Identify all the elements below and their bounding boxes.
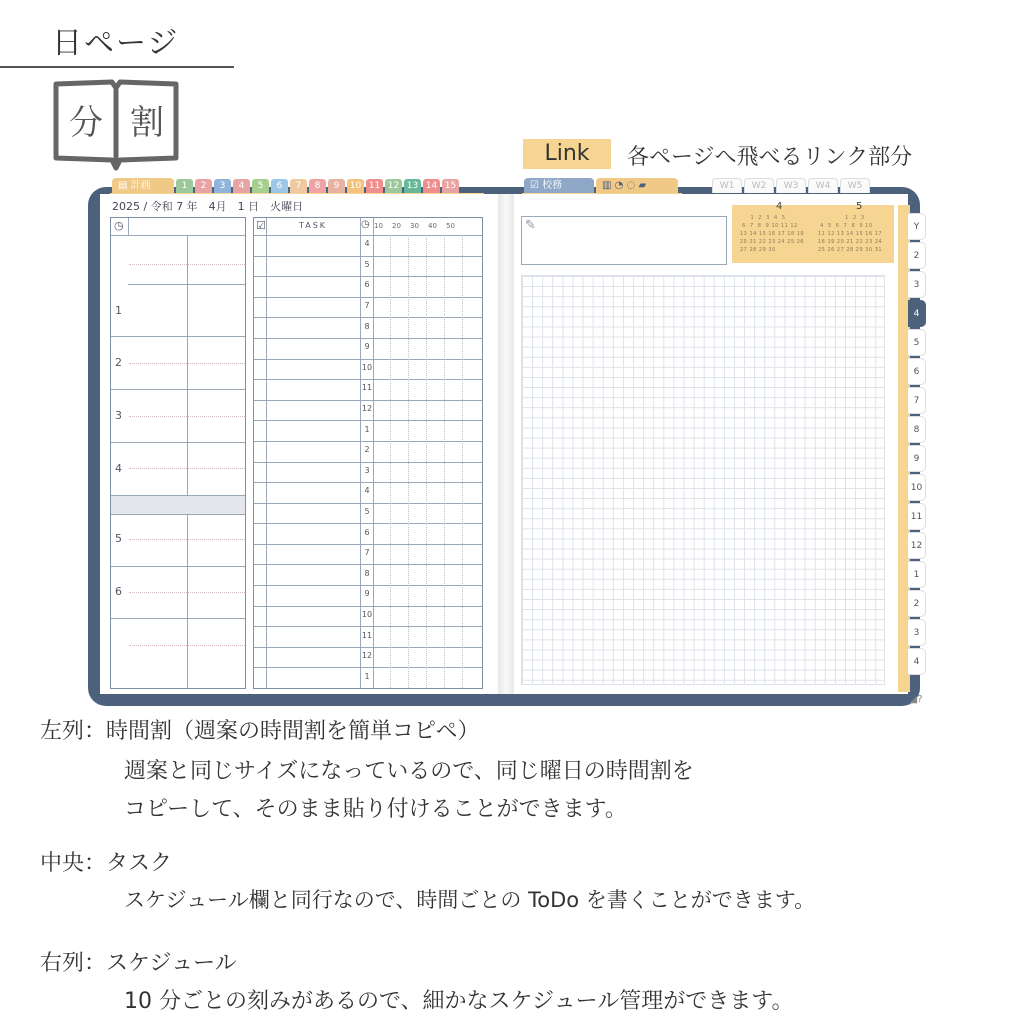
- tab-number-13[interactable]: 13: [404, 179, 421, 194]
- task-row-line: [254, 462, 482, 463]
- task-row-line: [254, 441, 482, 442]
- task-row-line: [254, 297, 482, 298]
- minute-divider: [390, 235, 391, 688]
- tab-number-1[interactable]: 1: [176, 179, 193, 194]
- link-label: Link: [523, 139, 611, 169]
- side-tab-7[interactable]: 7: [908, 387, 926, 414]
- task-row-line: [254, 647, 482, 648]
- hour-label: 1: [364, 671, 370, 681]
- schedule-clock-icon: ◷: [361, 219, 370, 230]
- mini-calendar: [732, 201, 894, 263]
- desc-left-line1: 週案と同じサイズになっているので、同じ曜日の時間割を: [124, 759, 694, 784]
- hour-label: 3: [364, 465, 370, 475]
- task-schedule-table: [253, 217, 483, 689]
- side-tab-3[interactable]: 3: [908, 271, 926, 298]
- tab-number-8[interactable]: 8: [309, 179, 326, 194]
- side-tab-9[interactable]: 9: [908, 445, 926, 472]
- hour-label: 10: [361, 609, 373, 619]
- task-checkbox-icon: ☑: [256, 219, 266, 232]
- tab-number-14[interactable]: 14: [423, 179, 440, 194]
- calendar-row: 1 2 3 4 5: [740, 215, 786, 221]
- tab-number-5[interactable]: 5: [252, 179, 269, 194]
- tab-number-11[interactable]: 11: [366, 179, 383, 194]
- task-row-line: [254, 503, 482, 504]
- badge-right-char: 割: [130, 103, 164, 143]
- side-tab-1[interactable]: Y: [908, 213, 926, 240]
- top-tabs-right: [524, 178, 678, 194]
- page-heading: 日ページ: [52, 26, 180, 61]
- note-icon: ▥: [602, 180, 612, 191]
- open-book-icon: [52, 78, 182, 178]
- side-tab-11[interactable]: 11: [908, 503, 926, 530]
- desc-left-title: 左列：時間割（週案の時間割を簡単コピペ）: [40, 719, 480, 744]
- calendar-row: 18 19 20 21 22 23 24: [818, 239, 883, 245]
- calendar-row: 1 2 3: [818, 215, 865, 221]
- minute-divider: [444, 235, 445, 688]
- hour-label: 12: [361, 651, 373, 661]
- tab-week-3[interactable]: W3: [776, 178, 806, 193]
- timer-icon: ◔: [614, 180, 624, 191]
- period-label: 5: [115, 532, 122, 545]
- link-description: 各ページへ飛べるリンク部分: [627, 145, 913, 170]
- calendar-row: 13 14 15 16 17 18 19: [740, 231, 805, 237]
- calendar-row: 20 21 22 23 24 25 26: [740, 239, 805, 245]
- hour-label: 5: [364, 506, 370, 516]
- side-tab-6[interactable]: 6: [908, 358, 926, 385]
- tab-number-12[interactable]: 12: [385, 179, 402, 194]
- minute-label: 30: [410, 222, 419, 230]
- tab-number-9[interactable]: 9: [328, 179, 345, 194]
- calendar-month-april: 4: [776, 201, 783, 212]
- clock-icon: ◷: [114, 219, 124, 232]
- side-tab-14[interactable]: 2: [908, 590, 926, 617]
- side-tab-13[interactable]: 1: [908, 561, 926, 588]
- plan-icon: ▤: [118, 180, 131, 191]
- task-row-line: [254, 400, 482, 401]
- task-row-line: [254, 276, 482, 277]
- desc-left-line2: コピーして、そのまま貼り付けることができます。: [124, 797, 627, 822]
- tab-week-5[interactable]: W5: [840, 178, 870, 193]
- task-header: TASK: [298, 221, 328, 230]
- desc-center-line1: スケジュール欄と同行なので、時間ごとの ToDo を書くことができます。: [124, 888, 816, 912]
- hour-label: 10: [361, 362, 373, 372]
- side-tab-15[interactable]: 3: [908, 619, 926, 646]
- side-tab-12[interactable]: 12: [908, 532, 926, 559]
- task-row-line: [254, 338, 482, 339]
- task-row-line: [254, 256, 482, 257]
- week-tabs: [712, 178, 870, 193]
- tab-number-3[interactable]: 3: [214, 179, 231, 194]
- tab-week-4[interactable]: W4: [808, 178, 838, 193]
- minute-label: 40: [428, 222, 437, 230]
- period-label: 1: [115, 304, 122, 317]
- graph-paper-area[interactable]: [521, 275, 885, 685]
- tab-school-duties-label: 校務: [542, 180, 563, 191]
- hour-label: 8: [364, 568, 370, 578]
- date-line: 2025 / 令和 7 年 4月 1 日 火曜日: [112, 200, 304, 213]
- side-tab-5[interactable]: 5: [908, 329, 926, 356]
- badge-left-char: 分: [69, 103, 103, 143]
- task-row-line: [254, 564, 482, 565]
- page-spine: [498, 194, 514, 694]
- minute-divider: [462, 235, 463, 688]
- tab-number-6[interactable]: 6: [271, 179, 288, 194]
- desc-right-title: 右列：スケジュール: [40, 951, 237, 976]
- hour-label: 12: [361, 404, 373, 414]
- hour-label: 9: [364, 342, 370, 352]
- lunch-band: [111, 495, 245, 515]
- tab-number-4[interactable]: 4: [233, 179, 250, 194]
- hour-label: 4: [364, 239, 370, 249]
- period-label: 4: [115, 462, 122, 475]
- hour-label: 7: [364, 548, 370, 558]
- chat-icon: ◌: [626, 180, 636, 191]
- minute-label: 20: [392, 222, 401, 230]
- calendar-row: 11 12 13 14 15 16 17: [818, 231, 883, 237]
- desc-right-line1: 10 分ごとの刻みがあるので、細かなスケジュール管理ができます。: [124, 989, 794, 1014]
- task-row-line: [254, 585, 482, 586]
- task-row-line: [254, 606, 482, 607]
- minute-divider: [408, 235, 409, 688]
- task-row-line: [254, 317, 482, 318]
- tab-week-1[interactable]: W1: [712, 178, 742, 193]
- side-tab-8[interactable]: 8: [908, 416, 926, 443]
- hour-label: 11: [361, 630, 373, 640]
- hour-label: 6: [364, 280, 370, 290]
- calendar-row: 27 28 29 30: [740, 247, 776, 253]
- minute-label: 10: [374, 222, 383, 230]
- tab-number-10[interactable]: 10: [347, 179, 364, 194]
- folder-icon: ▰: [638, 180, 647, 191]
- task-row-line: [254, 359, 482, 360]
- memo-box[interactable]: [521, 216, 727, 265]
- task-row-line: [254, 420, 482, 421]
- side-tab-4[interactable]: 4: [908, 300, 926, 327]
- hour-label: 7: [364, 301, 370, 311]
- side-tab-2[interactable]: 2: [908, 242, 926, 269]
- checkbox-icon: ☑: [530, 180, 543, 191]
- tab-week-2[interactable]: W2: [744, 178, 774, 193]
- task-row-line: [254, 544, 482, 545]
- tab-plan-label: 計画: [130, 180, 151, 191]
- tab-school-duties[interactable]: [524, 178, 594, 194]
- period-label: 3: [115, 409, 122, 422]
- task-row-line: [254, 523, 482, 524]
- task-row-line: [254, 667, 482, 668]
- tab-icons[interactable]: [596, 178, 678, 194]
- hour-label: 9: [364, 589, 370, 599]
- calendar-row: 25 26 27 28 29 30 31: [818, 247, 883, 253]
- calendar-row: 4 5 6 7 8 9 10: [818, 223, 873, 229]
- hour-label: 2: [364, 445, 370, 455]
- calendar-month-may: 5: [856, 201, 863, 212]
- pencil-icon: ✎: [525, 218, 536, 233]
- minute-divider: [426, 235, 427, 688]
- hour-label: 11: [361, 383, 373, 393]
- side-tab-10[interactable]: 10: [908, 474, 926, 501]
- task-row-line: [254, 379, 482, 380]
- period-label: 6: [115, 585, 122, 598]
- timetable: [110, 217, 246, 689]
- hour-label: 6: [364, 527, 370, 537]
- task-row-line: [254, 482, 482, 483]
- tab-number-2[interactable]: 2: [195, 179, 212, 194]
- tab-number-7[interactable]: 7: [290, 179, 307, 194]
- side-tab-16[interactable]: 4: [908, 648, 926, 675]
- hour-label: 4: [364, 486, 370, 496]
- tab-plan[interactable]: [112, 178, 174, 194]
- period-label: 2: [115, 356, 122, 369]
- tab-number-15[interactable]: 15: [442, 179, 459, 194]
- heading-divider: [0, 66, 234, 68]
- top-tabs-left: [112, 178, 459, 194]
- hour-label: 5: [364, 259, 370, 269]
- hour-label: 8: [364, 321, 370, 331]
- task-row-line: [254, 626, 482, 627]
- calendar-row: 6 7 8 9 10 11 12: [740, 223, 798, 229]
- hour-label: 1: [364, 424, 370, 434]
- minute-label: 50: [446, 222, 455, 230]
- help-corner-icon[interactable]: ◢?: [909, 694, 923, 705]
- desc-center-title: 中央：タスク: [40, 851, 173, 876]
